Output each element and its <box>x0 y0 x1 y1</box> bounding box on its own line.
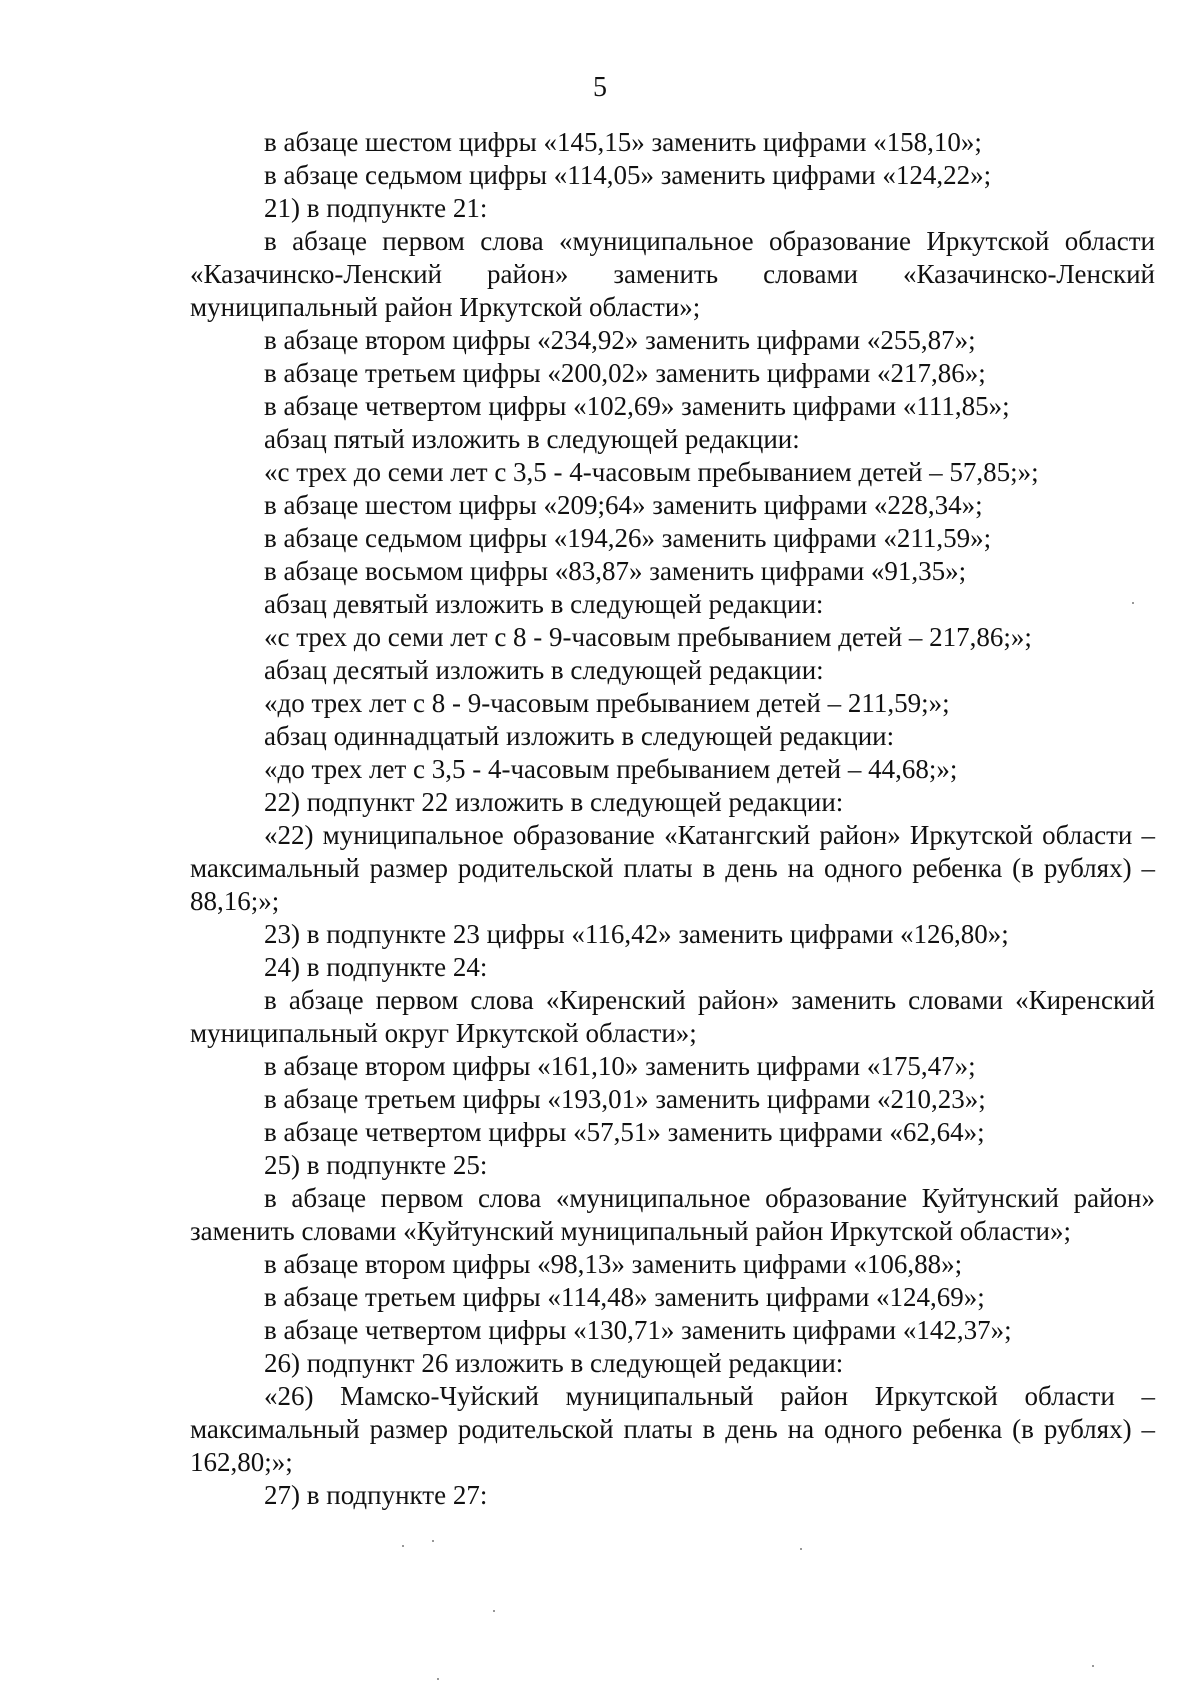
paragraph: в абзаце первом слова «муниципальное образование Куйтунский район» заменить словами «Куйтунский муниципальный район Иркутской области»; <box>190 1183 1155 1246</box>
paragraph: абзац десятый изложить в следующей редакции: <box>264 655 824 685</box>
paragraph: в абзаце третьем цифры «200,02» заменить цифрами «217,86»; <box>264 358 986 388</box>
paragraph: в абзаце четвертом цифры «57,51» заменить цифрами «62,64»; <box>264 1117 985 1147</box>
paragraph: абзац пятый изложить в следующей редакции: <box>264 424 800 454</box>
scan-speck <box>1092 1665 1094 1667</box>
paragraph: 22) подпункт 22 изложить в следующей редакции: <box>264 787 844 817</box>
paragraph: «22) муниципальное образование «Катангский район» Иркутской области – максимальный размер родительской платы в день на одного ребенка (в рублях) – 88,16;»; <box>190 820 1155 916</box>
paragraph: 23) в подпункте 23 цифры «116,42» заменить цифрами «126,80»; <box>264 919 1009 949</box>
scan-speck <box>437 1678 439 1680</box>
paragraph: «до трех лет с 3,5 - 4-часовым пребыванием детей – 44,68;»; <box>264 754 958 784</box>
scan-speck <box>493 1610 495 1612</box>
paragraph: «с трех до семи лет с 3,5 - 4-часовым пребыванием детей – 57,85;»; <box>264 457 1039 487</box>
paragraph: в абзаце седьмом цифры «194,26» заменить цифрами «211,59»; <box>264 523 992 553</box>
document-body <box>190 126 1155 1512</box>
paragraph: 24) в подпункте 24: <box>264 952 488 982</box>
paragraph: 25) в подпункте 25: <box>264 1150 488 1180</box>
paragraph: в абзаце шестом цифры «209;64» заменить цифрами «228,34»; <box>264 490 983 520</box>
paragraph: в абзаце седьмом цифры «114,05» заменить цифрами «124,22»; <box>264 160 992 190</box>
paragraph: абзац девятый изложить в следующей редакции: <box>264 589 824 619</box>
scan-speck <box>1132 602 1134 604</box>
paragraph: в абзаце первом слова «муниципальное образование Иркутской области «Казачинско-Ленский район» заменить словами «Казачинско-Ленский муниципальный район Иркутской области»; <box>190 226 1155 322</box>
paragraph: «26) Мамско-Чуйский муниципальный район Иркутской области – максимальный размер родительской платы в день на одного ребенка (в рублях) – 162,80;»; <box>190 1381 1155 1477</box>
paragraph: в абзаце первом слова «Киренский район» заменить словами «Киренский муниципальный округ Иркутской области»; <box>190 985 1155 1048</box>
page-number: 5 <box>593 72 607 103</box>
paragraph: абзац одиннадцатый изложить в следующей редакции: <box>264 721 895 751</box>
paragraph: в абзаце втором цифры «161,10» заменить цифрами «175,47»; <box>264 1051 976 1081</box>
paragraph: «с трех до семи лет с 8 - 9-часовым пребыванием детей – 217,86;»; <box>264 622 1032 652</box>
paragraph: в абзаце восьмом цифры «83,87» заменить цифрами «91,35»; <box>264 556 967 586</box>
paragraph: в абзаце втором цифры «98,13» заменить цифрами «106,88»; <box>264 1249 963 1279</box>
scan-speck <box>432 1540 434 1542</box>
paragraph: в абзаце третьем цифры «114,48» заменить цифрами «124,69»; <box>264 1282 985 1312</box>
paragraph: 21) в подпункте 21: <box>264 193 488 223</box>
paragraph: 27) в подпункте 27: <box>264 1480 488 1510</box>
scan-speck <box>402 1545 404 1547</box>
scan-speck <box>800 1548 802 1550</box>
paragraph: в абзаце втором цифры «234,92» заменить цифрами «255,87»; <box>264 325 976 355</box>
paragraph: «до трех лет с 8 - 9-часовым пребыванием детей – 211,59;»; <box>264 688 950 718</box>
paragraph: в абзаце третьем цифры «193,01» заменить цифрами «210,23»; <box>264 1084 986 1114</box>
paragraph: в абзаце четвертом цифры «102,69» заменить цифрами «111,85»; <box>264 391 1010 421</box>
paragraph: в абзаце четвертом цифры «130,71» заменить цифрами «142,37»; <box>264 1315 1012 1345</box>
paragraph: в абзаце шестом цифры «145,15» заменить цифрами «158,10»; <box>264 127 982 157</box>
paragraph: 26) подпункт 26 изложить в следующей редакции: <box>264 1348 844 1378</box>
